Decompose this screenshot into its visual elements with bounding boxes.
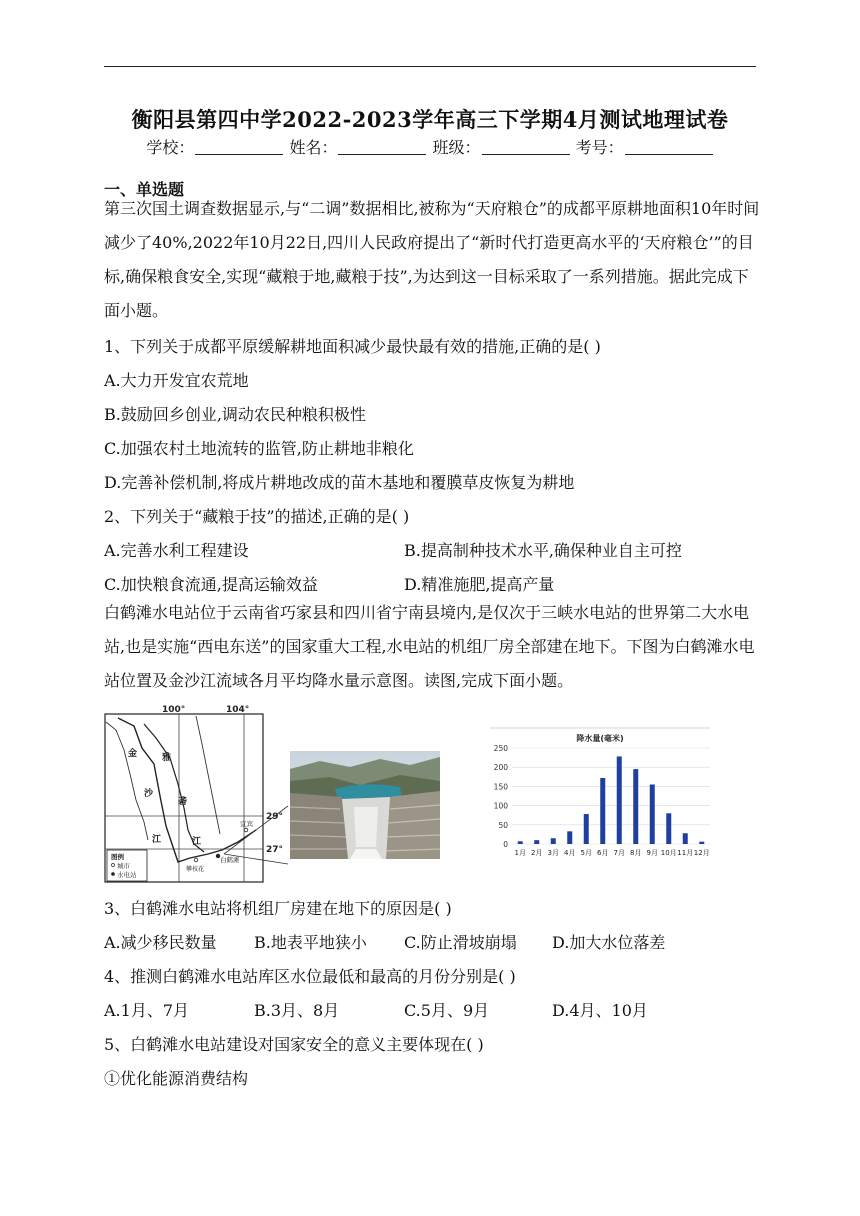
chart-x-tick-label: 12月 xyxy=(693,849,710,857)
map-lat-29: 29° xyxy=(266,812,284,822)
question-3-option-a[interactable]: A.减少移民数量 xyxy=(104,933,217,952)
chart-bar xyxy=(633,769,638,844)
chart-y-tick-label: 150 xyxy=(493,782,508,792)
student-info-line xyxy=(0,135,860,158)
question-2-option-a[interactable]: A.完善水利工程建设 xyxy=(104,541,249,560)
chart-y-tick-label: 250 xyxy=(493,744,508,753)
map-river-char-6: 江 xyxy=(192,837,202,847)
dam-photo xyxy=(290,751,440,859)
passage-1: 第三次国土调查数据显示,与“二调”数据相比,被称为“天府粮仓”的成都平原耕地面积10年时间减少了40%,2022年10月22日,四川人民政府提出了“新时代打造更高水平的‘天府粮仓’”的目标,确保粮食安全,实现“藏粮于地,藏粮于技”,为达到这一目标采取了一系列措施。据此完成下面小题。 xyxy=(104,199,760,320)
chart-x-tick-label: 3月 xyxy=(547,849,559,857)
map-river-char-5: 砻 xyxy=(178,797,188,807)
chart-bar xyxy=(683,833,688,844)
chart-bar xyxy=(650,784,655,844)
chart-bar xyxy=(699,842,704,844)
chart-bar xyxy=(666,813,671,844)
chart-y-tick-label: 0 xyxy=(503,840,508,849)
map-city-yibin: 宜宾 xyxy=(240,820,253,828)
class-blank[interactable] xyxy=(482,140,570,155)
chart-title: 降水量(毫米) xyxy=(576,734,624,743)
map-legend-station: 水电站 xyxy=(117,871,137,879)
map-city-panzhihua: 攀枝花 xyxy=(186,866,205,873)
name-label: 姓名： xyxy=(289,138,338,157)
chart-bar xyxy=(534,840,539,844)
question-2-stem: 2、下列关于“藏粮于技”的描述,正确的是( ) xyxy=(104,507,410,526)
location-map xyxy=(104,704,290,884)
map-lat-27: 27° xyxy=(266,845,284,855)
chart-bar xyxy=(584,814,589,844)
question-5-option-1[interactable]: ①优化能源消费结构 xyxy=(104,1069,249,1088)
chart-x-tick-label: 2月 xyxy=(531,849,543,857)
chart-bar xyxy=(551,838,556,844)
question-2-option-b[interactable]: B.提高制种技术水平,确保种业自主可控 xyxy=(404,541,682,560)
map-legend-city: 城市 xyxy=(117,862,130,870)
name-blank[interactable] xyxy=(338,140,426,155)
chart-x-tick-label: 6月 xyxy=(597,849,609,857)
exam-no-label: 考号： xyxy=(575,138,624,157)
header-rule xyxy=(104,66,756,67)
map-river-char-2: 沙 xyxy=(144,789,154,799)
question-1-option-d[interactable]: D.完善补偿机制,将成片耕地改成的苗木基地和覆膜草皮恢复为耕地 xyxy=(104,473,575,492)
question-4-stem: 4、推测白鹤滩水电站库区水位最低和最高的月份分别是( ) xyxy=(104,967,516,986)
chart-x-tick-label: 11月 xyxy=(677,849,694,857)
question-3-option-b[interactable]: B.地表平地狭小 xyxy=(254,933,367,952)
chart-bar xyxy=(567,831,572,844)
chart-x-tick-label: 4月 xyxy=(564,849,576,857)
map-legend-title: 图例 xyxy=(111,853,124,861)
question-4-option-d[interactable]: D.4月、10月 xyxy=(552,1001,648,1020)
question-3-stem: 3、白鹤滩水电站将机组厂房建在地下的原因是( ) xyxy=(104,899,452,918)
map-river-char-3: 江 xyxy=(152,835,162,845)
map-station-label: 白鹤滩 xyxy=(220,856,240,864)
map-lon-104: 104° xyxy=(226,705,250,715)
chart-x-tick-label: 5月 xyxy=(580,849,592,857)
question-3-option-c[interactable]: C.防止滑坡崩塌 xyxy=(404,933,517,952)
question-1-option-b[interactable]: B.鼓励回乡创业,调动农民种粮积极性 xyxy=(104,405,366,424)
question-2-option-d[interactable]: D.精准施肥,提高产量 xyxy=(404,575,555,594)
section-heading: 一、单选题 xyxy=(104,180,185,199)
question-4-option-c[interactable]: C.5月、9月 xyxy=(404,1001,490,1020)
chart-y-tick-label: 50 xyxy=(498,820,508,830)
passage-2: 白鹤滩水电站位于云南省巧家县和四川省宁南县境内,是仅次于三峡水电站的世界第二大水电站,也是实施“西电东送”的国家重大工程,水电站的机组厂房全部建在地下。下图为白鹤滩水电站位置及金沙江流域各月平均降水量示意图。读图,完成下面小题。 xyxy=(104,603,755,690)
chart-x-tick-label: 1月 xyxy=(514,849,526,857)
question-1-option-c[interactable]: C.加强农村土地流转的监管,防止耕地非粮化 xyxy=(104,439,414,458)
question-1-stem: 1、下列关于成都平原缓解耕地面积减少最快最有效的措施,正确的是( ) xyxy=(104,337,601,356)
chart-x-tick-label: 8月 xyxy=(630,849,642,857)
map-river-char-1: 金 xyxy=(128,749,138,759)
question-3-option-d[interactable]: D.加大水位落差 xyxy=(552,933,666,952)
question-1-option-a[interactable]: A.大力开发宜农荒地 xyxy=(104,371,249,390)
map-river-char-4: 雅 xyxy=(162,753,172,763)
chart-bar xyxy=(600,778,605,844)
question-2-option-c[interactable]: C.加快粮食流通,提高运输效益 xyxy=(104,575,318,594)
question-5-stem: 5、白鹤滩水电站建设对国家安全的意义主要体现在( ) xyxy=(104,1035,484,1054)
chart-x-tick-label: 7月 xyxy=(613,849,625,857)
question-4-option-a[interactable]: A.1月、7月 xyxy=(104,1001,190,1020)
chart-y-tick-label: 200 xyxy=(493,763,508,773)
chart-y-tick-label: 100 xyxy=(493,801,508,811)
chart-x-tick-label: 9月 xyxy=(646,849,658,857)
school-label: 学校： xyxy=(146,138,195,157)
chart-x-tick-label: 10月 xyxy=(660,849,677,857)
chart-bar xyxy=(518,841,523,844)
exam-title: 衡阳县第四中学2022-2023学年高三下学期4月测试地理试卷 xyxy=(131,107,729,132)
class-label: 班级： xyxy=(432,138,481,157)
exam-no-blank[interactable] xyxy=(625,140,713,155)
precipitation-chart xyxy=(482,724,714,864)
school-blank[interactable] xyxy=(195,140,283,155)
map-lon-100: 100° xyxy=(162,705,186,715)
question-4-option-b[interactable]: B.3月、8月 xyxy=(254,1001,340,1020)
chart-bar xyxy=(617,756,622,844)
